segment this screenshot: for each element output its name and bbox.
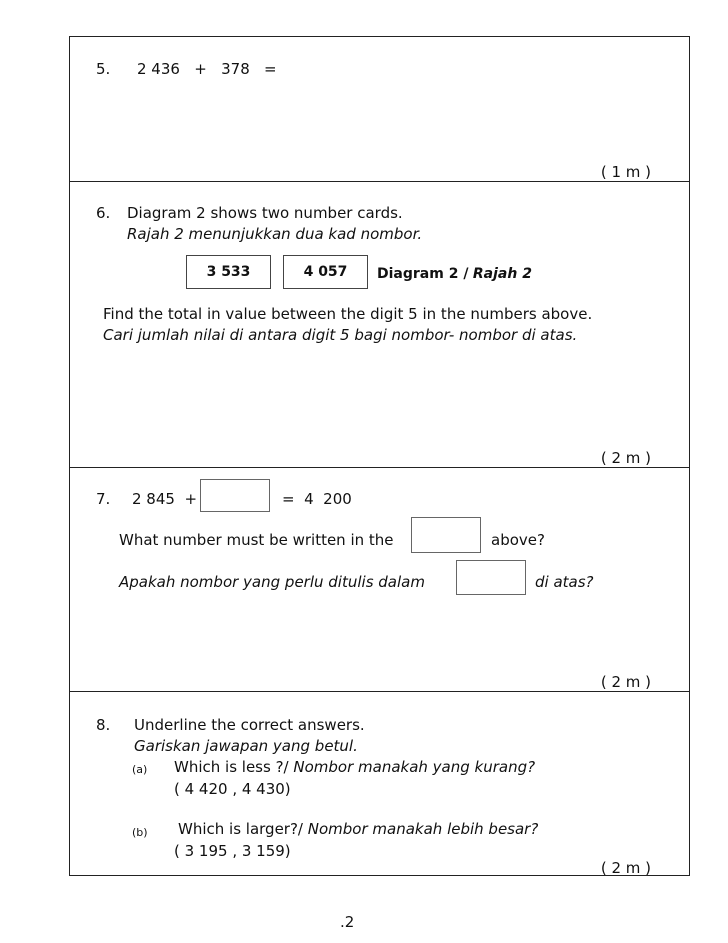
caption-ms: Rajah 2 [472,266,532,282]
question-text-en: Underline the correct answers. [134,716,365,734]
question-sheet [69,36,690,876]
part-b-options[interactable]: ( 3 195 , 3 159) [174,842,291,860]
part-b-label: (b) [132,826,148,839]
marks-label: ( 1 m ) [600,163,651,181]
answer-box[interactable] [200,479,270,512]
marks-label: ( 2 m ) [600,449,651,467]
question-text-ms: Gariskan jawapan yang betul. [134,737,358,755]
question-number: 7. [96,490,111,508]
addition-expression: 2 436 + 378 = [137,60,277,78]
caption-en: Diagram 2 / [377,266,469,282]
question-8 [70,691,689,877]
reference-box [411,517,481,553]
part-b-question-ms: Nombor manakah lebih besar? [307,820,539,838]
part-a-question-ms: Nombor manakah yang kurang? [293,758,536,776]
page-number: .2 [340,913,355,931]
question-text-ms: Rajah 2 menunjukkan dua kad nombor. [127,225,423,243]
part-a-options[interactable]: ( 4 420 , 4 430) [174,780,291,798]
reference-box [456,560,526,595]
number-card-1: 3 533 [186,255,271,289]
question-number: 8. [96,716,111,734]
question-ms-part1: Apakah nombor yang perlu ditulis dalam [119,573,425,591]
expression-right: = 4 200 [282,490,352,508]
marks-label: ( 2 m ) [600,859,651,877]
marks-label: ( 2 m ) [600,673,651,691]
question-text-en: Diagram 2 shows two number cards. [127,204,403,222]
expression-left: 2 845 + [132,490,198,508]
part-a-question-en: Which is less ?/ [174,758,289,776]
question-number: 5. [96,60,111,78]
part-a-question [174,758,535,776]
question-prompt-ms: Cari jumlah nilai di antara digit 5 bagi nombor- nombor di atas. [103,326,578,344]
question-en-part2: above? [491,531,545,549]
question-6 [70,181,689,468]
question-ms-part2: di atas? [535,573,594,591]
question-en-part1: What number must be written in the [119,531,394,549]
question-prompt-en: Find the total in value between the digit 5 in the numbers above. [103,305,593,323]
question-5 [70,37,689,182]
diagram-caption [377,265,532,283]
question-7 [70,467,689,692]
question-number: 6. [96,204,111,222]
part-b-question [178,820,538,838]
part-b-question-en: Which is larger?/ [178,820,303,838]
part-a-label: (a) [132,763,148,776]
number-card-2: 4 057 [283,255,368,289]
